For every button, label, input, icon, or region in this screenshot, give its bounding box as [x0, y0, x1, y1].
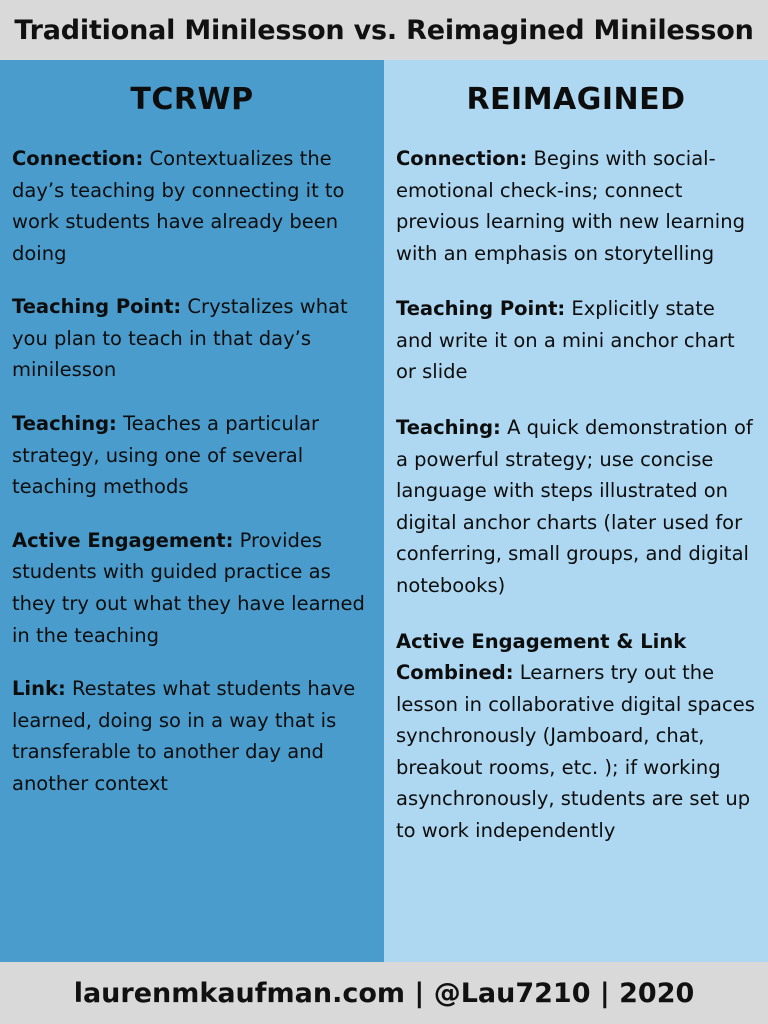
list-item [12, 291, 372, 386]
footer-credit: laurenmkaufman.com | @Lau7210 | 2020 [0, 962, 768, 1024]
entry-text: Teaches a particular strategy, using one of several teaching methods [12, 412, 320, 499]
entry-text: Begins with social-emotional check-ins; connect previous learning with new learning with an emphasis on storytelling [396, 147, 745, 265]
entry-text: Provides students with guided practice as they try out what they have learned in the teaching [12, 528, 365, 647]
entry-text: Learners try out the lesson in collaborative digital spaces synchronously (Jamboard, chat, breakout rooms, etc. ); if working asynchronously, students are set up to work independently [396, 661, 755, 842]
entry-text: A quick demonstration of a powerful strategy; use concise language with steps illustrated on digital anchor charts (later used for conferring, small groups, and digital notebooks) [396, 416, 753, 597]
entry-label: Connection: [396, 147, 528, 170]
entry-label: Teaching: [396, 416, 501, 440]
entry-label: Link: [12, 677, 66, 701]
entry-label: Teaching: [12, 412, 117, 436]
list-item [396, 626, 756, 847]
entry-text: Explicitly state and write it on a mini anchor chart or slide [396, 297, 735, 384]
entry-label: Teaching Point: [396, 297, 566, 321]
entry-label: Connection: [12, 147, 144, 170]
list-item [12, 673, 372, 799]
list-item [12, 408, 372, 503]
list-item [396, 143, 756, 269]
column-tcrwp [0, 60, 384, 962]
entry-text: Restates what students have learned, doing so in a way that is transferable to another day and another context [12, 677, 356, 795]
column-reimagined [384, 60, 768, 962]
list-item [396, 412, 756, 601]
entry-text: Contextualizes the day’s teaching by connecting it to work students have already been doing [12, 147, 345, 265]
entry-label: Active Engagement: [12, 528, 234, 552]
entry-label: Active Engagement & Link Combined: [396, 629, 687, 685]
list-item [12, 525, 372, 651]
entry-text: Crystalizes what you plan to teach in that day’s minilesson [12, 295, 348, 382]
list-item [396, 293, 756, 388]
comparison-columns [0, 60, 768, 962]
list-item [12, 143, 372, 269]
page-title: Traditional Minilesson vs. Reimagined Minilesson [0, 0, 768, 60]
entry-label: Teaching Point: [12, 295, 182, 319]
column-heading-tcrwp: TCRWP [130, 82, 254, 117]
column-heading-reimagined: REIMAGINED [466, 82, 686, 117]
